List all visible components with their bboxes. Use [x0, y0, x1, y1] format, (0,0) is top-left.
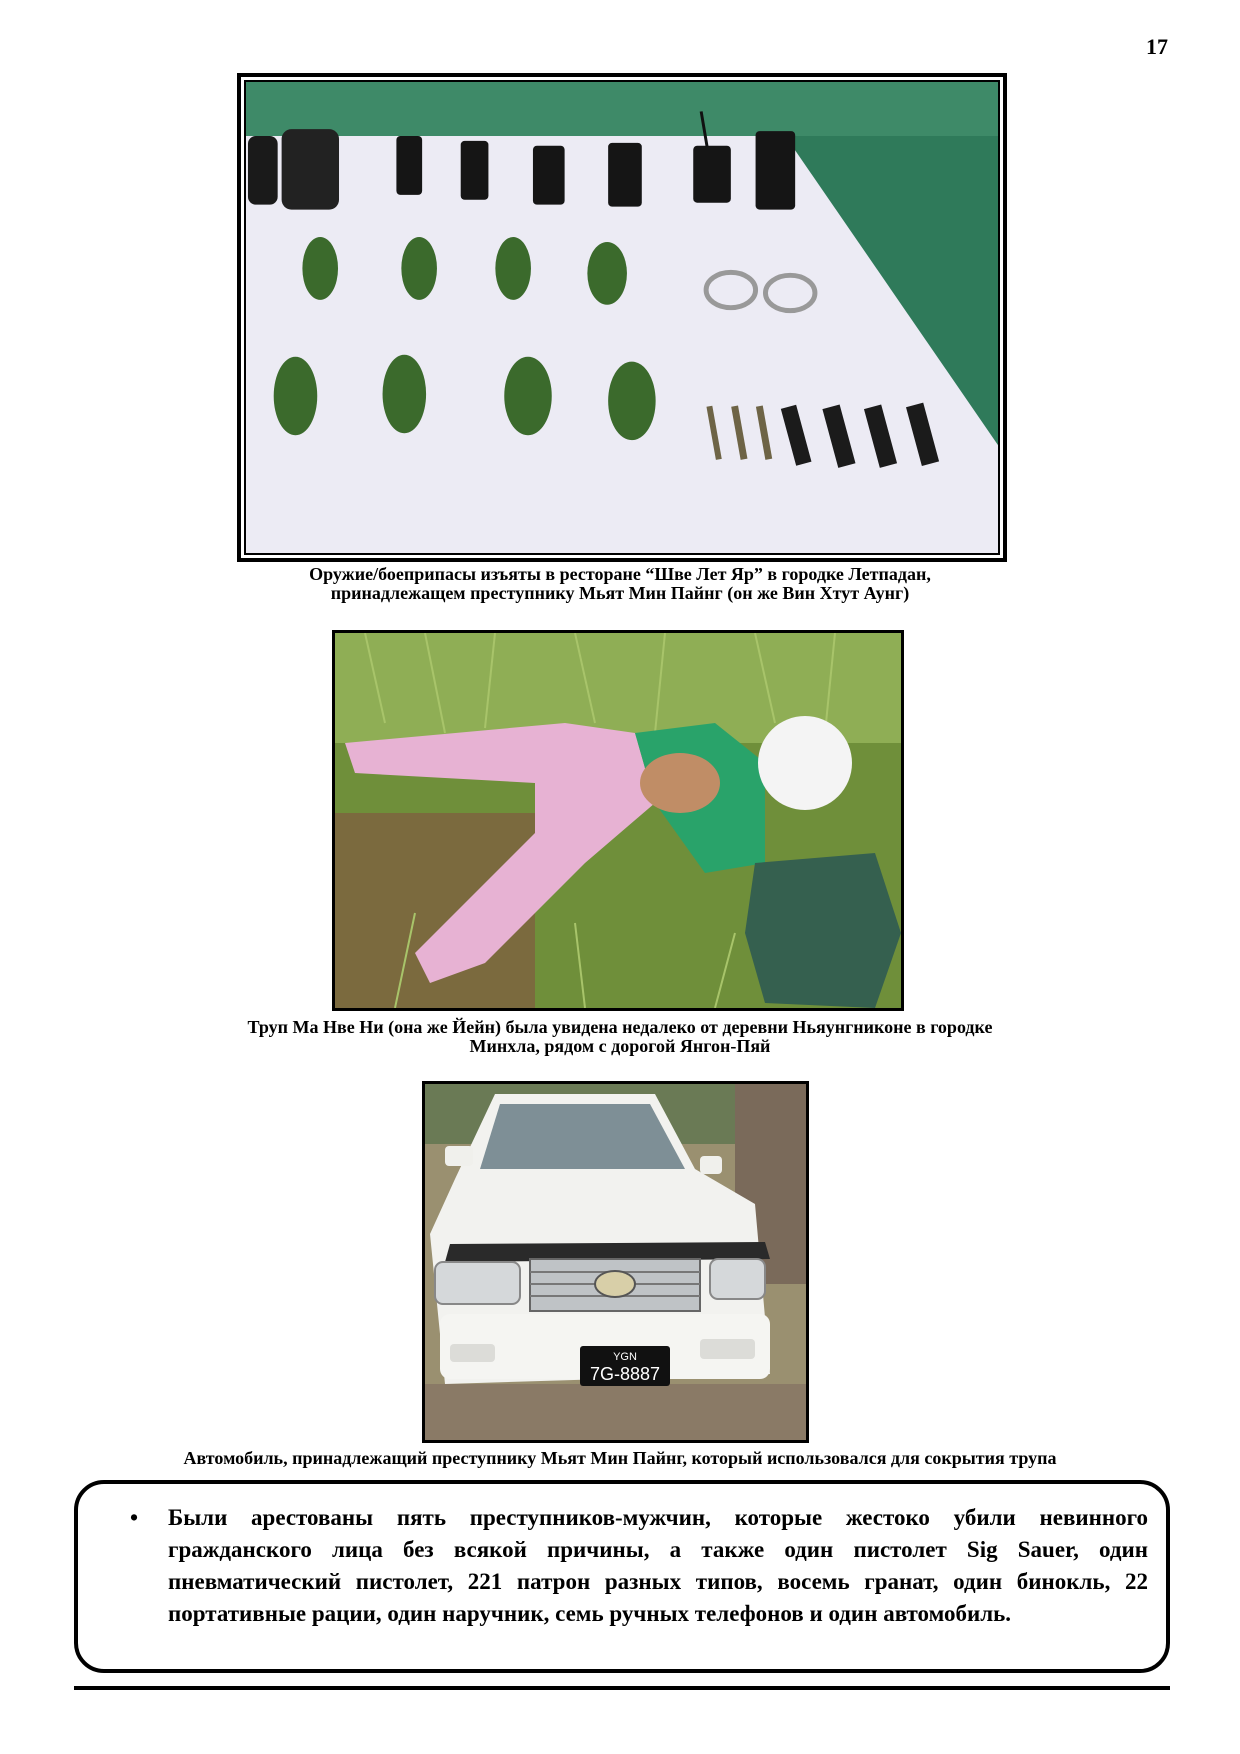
caption-line: принадлежащем преступнику Мьят Мин Пайнг (он же Вин Хтут Аунг)	[330, 583, 910, 603]
caption-line: Оружие/боеприпасы изъяты в ресторане “Шве Лет Яр” в городке Летпадан,	[309, 564, 931, 584]
suv-photo	[422, 1081, 809, 1443]
summary-list	[78, 1484, 1166, 1630]
seized-weapons-photo	[237, 73, 1007, 562]
caption-line: Автомобиль, принадлежащий преступнику Мьят Мин Пайнг, который использовался для сокрытия трупа	[183, 1448, 1057, 1468]
caption-line: Минхла, рядом с дорогой Янгон-Пяй	[469, 1036, 771, 1056]
body-photo	[332, 630, 904, 1011]
bullet-icon: •	[130, 1505, 139, 1530]
summary-item	[130, 1502, 1148, 1630]
summary-box	[74, 1480, 1170, 1673]
plate-region: YGN	[613, 1351, 637, 1363]
summary-text: Были арестованы пять преступников-мужчин, которые жестоко убили невинного гражданского лица без всякой причины, а также один пистолет Sig Sauer, один пневматический пистолет, 221 патрон разных типов, восемь гранат, один бинокль, 22 портативные рации, один наручник, семь ручных телефонов и один автомобиль.	[168, 1505, 1148, 1626]
caption-body	[160, 1018, 1080, 1056]
seized-weapons-image	[246, 82, 998, 553]
page-number: 17	[1146, 34, 1168, 59]
body-image	[335, 633, 901, 1008]
caption-suv	[90, 1449, 1150, 1468]
suv-image	[425, 1084, 806, 1440]
plate-number: 7G-8887	[589, 1364, 661, 1384]
caption-seized-weapons	[200, 565, 1040, 603]
footer-rule	[74, 1686, 1170, 1690]
caption-line: Труп Ма Нве Ни (она же Йейн) была увидена недалеко от деревни Ньяунгниконе в городке	[247, 1017, 993, 1037]
